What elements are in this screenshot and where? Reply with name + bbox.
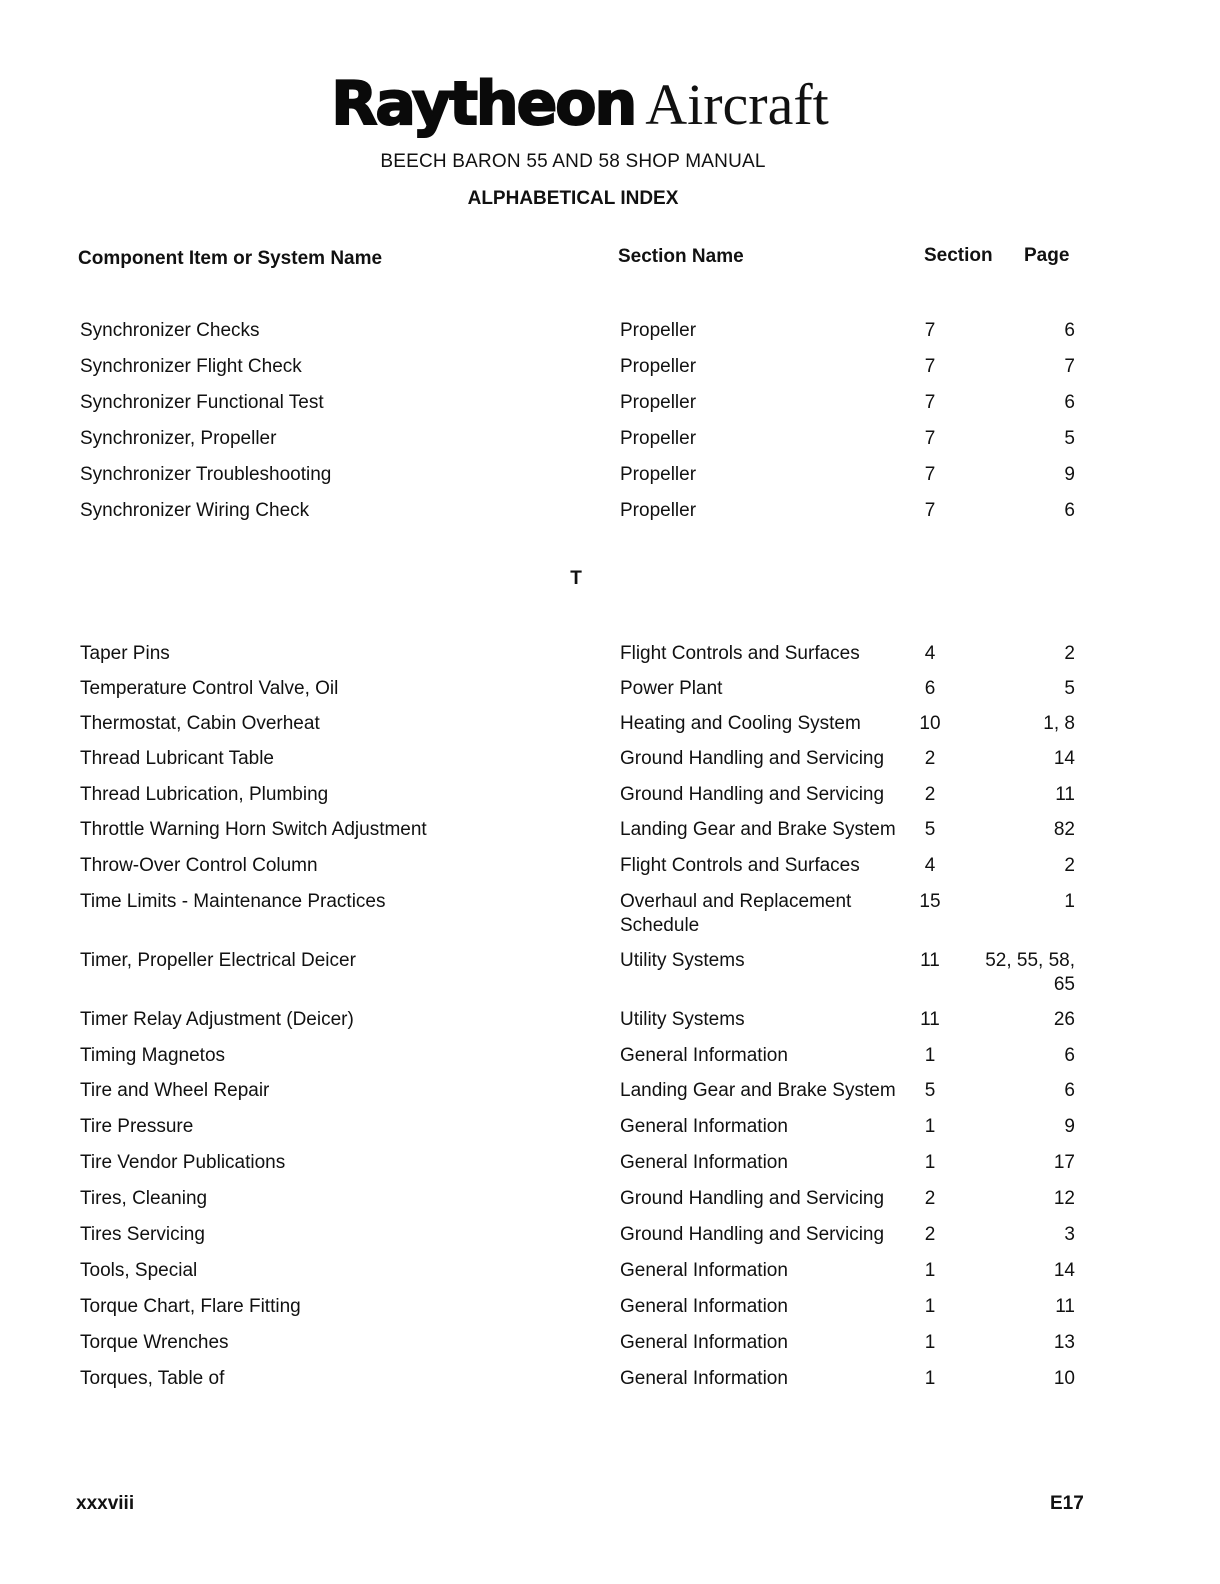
- page-number: 82: [1053, 819, 1075, 840]
- footer-page-code: E17: [1050, 1493, 1084, 1514]
- component-name: Synchronizer, Propeller: [80, 428, 277, 449]
- section-number: 1: [924, 1368, 936, 1389]
- section-number: 4: [924, 643, 936, 664]
- section-number: 1: [924, 1116, 936, 1137]
- section-number: 1: [924, 1152, 936, 1173]
- page-number: 6: [1064, 320, 1075, 341]
- logo-word-text: Aircraft: [645, 72, 829, 137]
- section-number: 1: [924, 1296, 936, 1317]
- section-name: Ground Handling and Servicing: [620, 1224, 885, 1245]
- section-number: 7: [924, 500, 936, 521]
- section-number: 11: [920, 1009, 940, 1030]
- index-row: [0, 1044, 1220, 1074]
- column-header-page: Page: [1024, 245, 1070, 266]
- section-name: Landing Gear and Brake System: [620, 1080, 896, 1101]
- page-number: 2: [1064, 855, 1075, 876]
- index-row: [0, 783, 1220, 813]
- section-number: 7: [924, 320, 936, 341]
- page-number: 6: [1064, 1080, 1075, 1101]
- component-name: Timer Relay Adjustment (Deicer): [80, 1009, 354, 1030]
- component-name: Torques, Table of: [80, 1368, 225, 1389]
- index-row: [0, 1187, 1220, 1217]
- index-row: [0, 463, 1220, 493]
- component-name: Synchronizer Wiring Check: [80, 500, 310, 521]
- page-number: 26: [1053, 1009, 1075, 1030]
- section-number: 7: [924, 464, 936, 485]
- section-number: 4: [924, 855, 936, 876]
- section-name: Propeller: [620, 392, 697, 413]
- section-number: 2: [924, 1224, 936, 1245]
- page-number: 14: [1053, 748, 1075, 769]
- page-number: 13: [1053, 1332, 1075, 1353]
- page-number: 1, 8: [1043, 713, 1075, 734]
- index-row: [0, 1295, 1220, 1325]
- page-number: 7: [1064, 356, 1075, 377]
- section-number: 2: [924, 784, 936, 805]
- index-row: [0, 427, 1220, 457]
- section-name: Utility Systems: [620, 1009, 745, 1030]
- section-number: 5: [924, 819, 936, 840]
- section-name: Propeller: [620, 356, 697, 377]
- component-name: Tires Servicing: [80, 1224, 205, 1245]
- component-name: Timing Magnetos: [80, 1045, 226, 1066]
- index-title: ALPHABETICAL INDEX: [467, 188, 679, 209]
- section-number: 7: [924, 428, 936, 449]
- section-number: 6: [924, 678, 936, 699]
- component-name: Synchronizer Functional Test: [80, 392, 324, 413]
- section-name: Overhaul and Replacement Schedule: [620, 891, 852, 936]
- component-name: Tire Pressure: [80, 1116, 194, 1137]
- section-name: Utility Systems: [620, 950, 745, 971]
- section-number: 1: [924, 1045, 936, 1066]
- index-row: [0, 1115, 1220, 1145]
- component-name: Thread Lubrication, Plumbing: [80, 784, 329, 805]
- section-name: Propeller: [620, 428, 697, 449]
- section-number: 7: [924, 392, 936, 413]
- section-name: General Information: [620, 1152, 788, 1173]
- page-number: 5: [1064, 678, 1075, 699]
- section-number: 11: [920, 950, 940, 971]
- page-number: 2: [1064, 643, 1075, 664]
- index-row: [0, 949, 1220, 999]
- column-header-section: Section: [924, 245, 993, 266]
- component-name: Tools, Special: [80, 1260, 198, 1281]
- section-name: General Information: [620, 1116, 788, 1137]
- section-name: General Information: [620, 1045, 788, 1066]
- index-row: [0, 818, 1220, 848]
- page-number: 12: [1053, 1188, 1075, 1209]
- column-header-component: Component Item or System Name: [78, 248, 383, 269]
- page-number: 3: [1064, 1224, 1075, 1245]
- component-name: Temperature Control Valve, Oil: [80, 678, 339, 699]
- index-row: [0, 854, 1220, 884]
- section-name: Propeller: [620, 500, 697, 521]
- index-row: [0, 1151, 1220, 1181]
- index-row: [0, 1259, 1220, 1289]
- index-row: [0, 642, 1220, 672]
- section-name: Propeller: [620, 464, 697, 485]
- component-name: Tires, Cleaning: [80, 1188, 208, 1209]
- section-number: 5: [924, 1080, 936, 1101]
- section-number: 2: [924, 748, 936, 769]
- component-name: Time Limits - Maintenance Practices: [80, 891, 386, 912]
- section-number: 2: [924, 1188, 936, 1209]
- page-number: 9: [1064, 464, 1075, 485]
- section-name: Ground Handling and Servicing: [620, 1188, 885, 1209]
- index-row: [0, 1008, 1220, 1038]
- section-name: Ground Handling and Servicing: [620, 748, 885, 769]
- page-number: 14: [1053, 1260, 1075, 1281]
- section-number: 10: [919, 713, 941, 734]
- component-name: Thermostat, Cabin Overheat: [80, 713, 320, 734]
- page-number: 52, 55, 58, 65: [985, 950, 1075, 995]
- section-name: Heating and Cooling System: [620, 713, 861, 734]
- section-name: General Information: [620, 1296, 788, 1317]
- component-name: Tire Vendor Publications: [80, 1152, 286, 1173]
- raytheon-aircraft-logo: [0, 69, 1160, 139]
- component-name: Throw-Over Control Column: [80, 855, 318, 876]
- index-row: [0, 677, 1220, 707]
- section-name: General Information: [620, 1332, 788, 1353]
- section-name: General Information: [620, 1368, 788, 1389]
- index-row: [0, 355, 1220, 385]
- section-name: Flight Controls and Surfaces: [620, 643, 860, 664]
- index-row: [0, 712, 1220, 742]
- component-name: Synchronizer Flight Check: [80, 356, 302, 377]
- page-number: 9: [1064, 1116, 1075, 1137]
- index-row: [0, 1223, 1220, 1253]
- page-number: 6: [1064, 500, 1075, 521]
- section-name: General Information: [620, 1260, 788, 1281]
- footer-page-roman: xxxviii: [76, 1493, 135, 1514]
- component-name: Synchronizer Troubleshooting: [80, 464, 332, 485]
- section-name: Flight Controls and Surfaces: [620, 855, 860, 876]
- manual-title: BEECH BARON 55 AND 58 SHOP MANUAL: [380, 151, 766, 172]
- page-number: 6: [1064, 1045, 1075, 1066]
- component-name: Torque Chart, Flare Fitting: [80, 1296, 301, 1317]
- page-number: 11: [1055, 1296, 1075, 1317]
- page-number: 6: [1064, 392, 1075, 413]
- logo-brand-text: Raytheon: [331, 69, 636, 139]
- page-number: 17: [1053, 1152, 1075, 1173]
- component-name: Throttle Warning Horn Switch Adjustment: [80, 819, 427, 840]
- index-row: [0, 499, 1220, 529]
- section-name: Landing Gear and Brake System: [620, 819, 896, 840]
- section-number: 1: [924, 1332, 936, 1353]
- section-name: Propeller: [620, 320, 697, 341]
- component-name: Torque Wrenches: [80, 1332, 229, 1353]
- component-name: Taper Pins: [80, 643, 170, 664]
- component-name: Thread Lubricant Table: [80, 748, 274, 769]
- index-row: [0, 1367, 1220, 1397]
- section-number: 7: [924, 356, 936, 377]
- index-row: [0, 1331, 1220, 1361]
- page-number: 5: [1064, 428, 1075, 449]
- index-row: [0, 890, 1220, 940]
- index-letter-divider: T: [570, 568, 582, 589]
- index-row: [0, 319, 1220, 349]
- page-number: 1: [1064, 891, 1075, 912]
- section-name: Ground Handling and Servicing: [620, 784, 885, 805]
- section-name: Power Plant: [620, 678, 723, 699]
- column-header-section-name: Section Name: [618, 246, 744, 267]
- index-row: [0, 391, 1220, 421]
- section-number: 15: [919, 891, 941, 912]
- section-number: 1: [924, 1260, 936, 1281]
- component-name: Timer, Propeller Electrical Deicer: [80, 950, 356, 971]
- page-number: 11: [1055, 784, 1075, 805]
- index-row: [0, 747, 1220, 777]
- component-name: Tire and Wheel Repair: [80, 1080, 270, 1101]
- page-number: 10: [1053, 1368, 1075, 1389]
- index-row: [0, 1079, 1220, 1109]
- component-name: Synchronizer Checks: [80, 320, 260, 341]
